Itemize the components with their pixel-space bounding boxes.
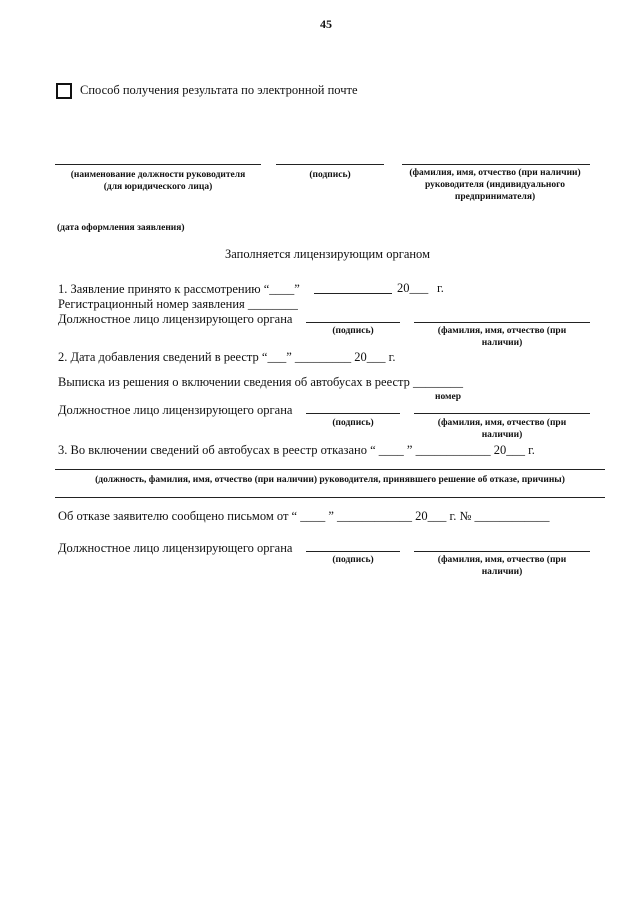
position-line[interactable] (55, 164, 261, 165)
item1-accepted-text: 1. Заявление принято к рассмотрению “____” (58, 282, 300, 296)
item3-notify-text: Об отказе заявителю сообщено письмом от “ ____ ” ____________ 20___ г. № ____________ (58, 509, 550, 523)
page-number: 45 (320, 17, 332, 31)
item1-official-label: Должностное лицо лицензирующего органа (58, 312, 293, 326)
item1-year-suffix: г. (437, 281, 444, 295)
item3-name-caption: (фамилия, имя, отчество (при наличии) (437, 555, 567, 577)
item1-month-line[interactable] (314, 293, 392, 294)
email-checkbox[interactable] (56, 83, 72, 99)
item2-name-caption: (фамилия, имя, отчество (при наличии) (437, 418, 567, 440)
section-title: Заполняется лицензирующим органом (225, 247, 430, 261)
item3-name-line[interactable] (414, 551, 590, 552)
item3-signature-caption: (подпись) (332, 555, 374, 565)
item2-signature-caption: (подпись) (332, 418, 374, 428)
signature-caption: (подпись) (309, 170, 351, 180)
item2-name-line[interactable] (414, 413, 590, 414)
item3-refusal-text: 3. Во включении сведений об автобусах в реестр отказано “ ____ ” ____________ 20___ г. (58, 443, 535, 457)
item1-signature-line[interactable] (306, 322, 400, 323)
item3-second-line[interactable] (55, 497, 605, 498)
item2-signature-line[interactable] (306, 413, 400, 414)
item3-refusal-caption: (должность, фамилия, имя, отчество (при наличии) руководителя, принявшего решение об отказе, причины) (95, 475, 565, 485)
item1-year-prefix: 20___ (397, 281, 429, 295)
signature-line[interactable] (276, 164, 384, 165)
position-caption: (наименование должности руководителя (для юридического лица) (70, 170, 246, 192)
item1-reg-number: Регистрационный номер заявления ________ (58, 297, 298, 311)
name-line[interactable] (402, 164, 590, 165)
item1-name-caption: (фамилия, имя, отчество (при наличии) (437, 326, 567, 348)
item2-date-text: 2. Дата добавления сведений в реестр “___” _________ 20___ г. (58, 350, 396, 364)
date-caption: (дата оформления заявления) (57, 223, 185, 233)
item3-signature-line[interactable] (306, 551, 400, 552)
item1-signature-caption: (подпись) (332, 326, 374, 336)
item2-extract-text: Выписка из решения о включении сведения об автобусах в реестр ________ (58, 375, 463, 389)
email-option-label: Способ получения результата по электронной почте (80, 83, 358, 97)
item3-official-label: Должностное лицо лицензирующего органа (58, 541, 293, 555)
name-caption: (фамилия, имя, отчество (при наличии) руководителя (индивидуального предпринимателя) (409, 168, 581, 202)
item2-official-label: Должностное лицо лицензирующего органа (58, 403, 293, 417)
item2-number-caption: номер (434, 392, 461, 402)
item1-name-line[interactable] (414, 322, 590, 323)
item3-refusal-line[interactable] (55, 469, 605, 470)
